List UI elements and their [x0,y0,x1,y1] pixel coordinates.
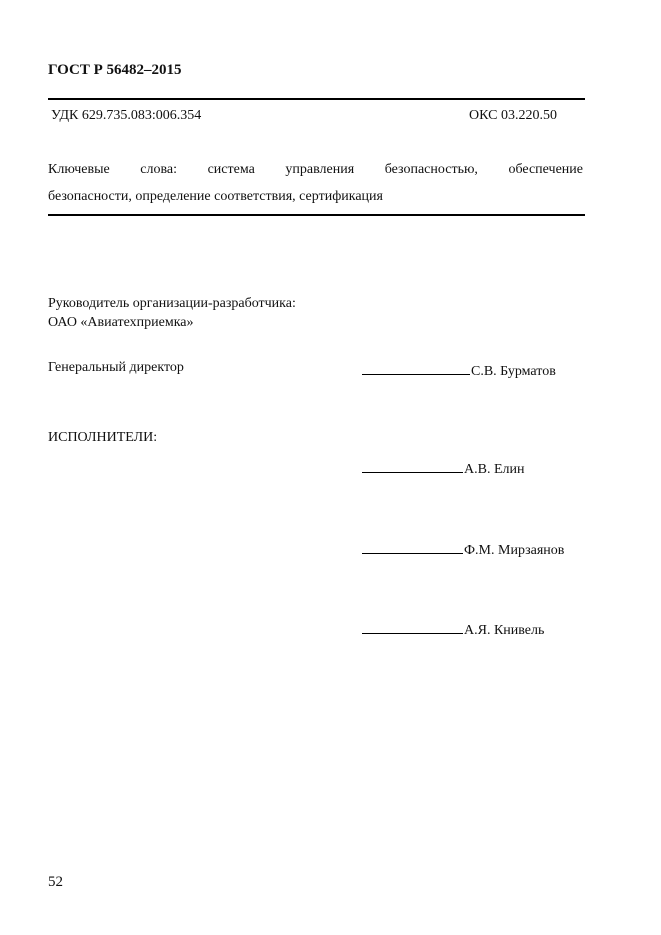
developer-organization: ОАО «Авиатехприемка» [48,315,194,330]
director-name: С.В. Бурматов [471,364,556,379]
signature-line [362,619,463,634]
signature-line [362,539,463,554]
keywords-line-2: безопасности, определение соответствия, сертификация [48,189,383,204]
executor-name: Ф.М. Мирзаянов [464,543,565,558]
director-signature [362,360,556,380]
page-number: 52 [48,874,63,890]
standard-code: ГОСТ Р 56482–2015 [48,62,182,78]
top-rule [48,98,585,100]
keywords-line-1: Ключевые слова: система управления безопасностью, обеспечение [48,162,583,177]
udk-code: УДК 629.735.083:006.354 [51,108,202,123]
oks-code: ОКС 03.220.50 [469,108,557,123]
executor-signature [362,619,544,639]
executor-signature [362,539,564,559]
executor-name: А.В. Елин [464,462,525,477]
director-title: Генеральный директор [48,360,184,375]
executor-signature [362,458,524,478]
signature-line [362,360,470,375]
executors-title: ИСПОЛНИТЕЛИ: [48,430,158,445]
developer-head-title: Руководитель организации-разработчика: [48,296,296,311]
signature-line [362,458,463,473]
executor-name: А.Я. Книвель [464,623,545,638]
bottom-rule [48,214,585,216]
